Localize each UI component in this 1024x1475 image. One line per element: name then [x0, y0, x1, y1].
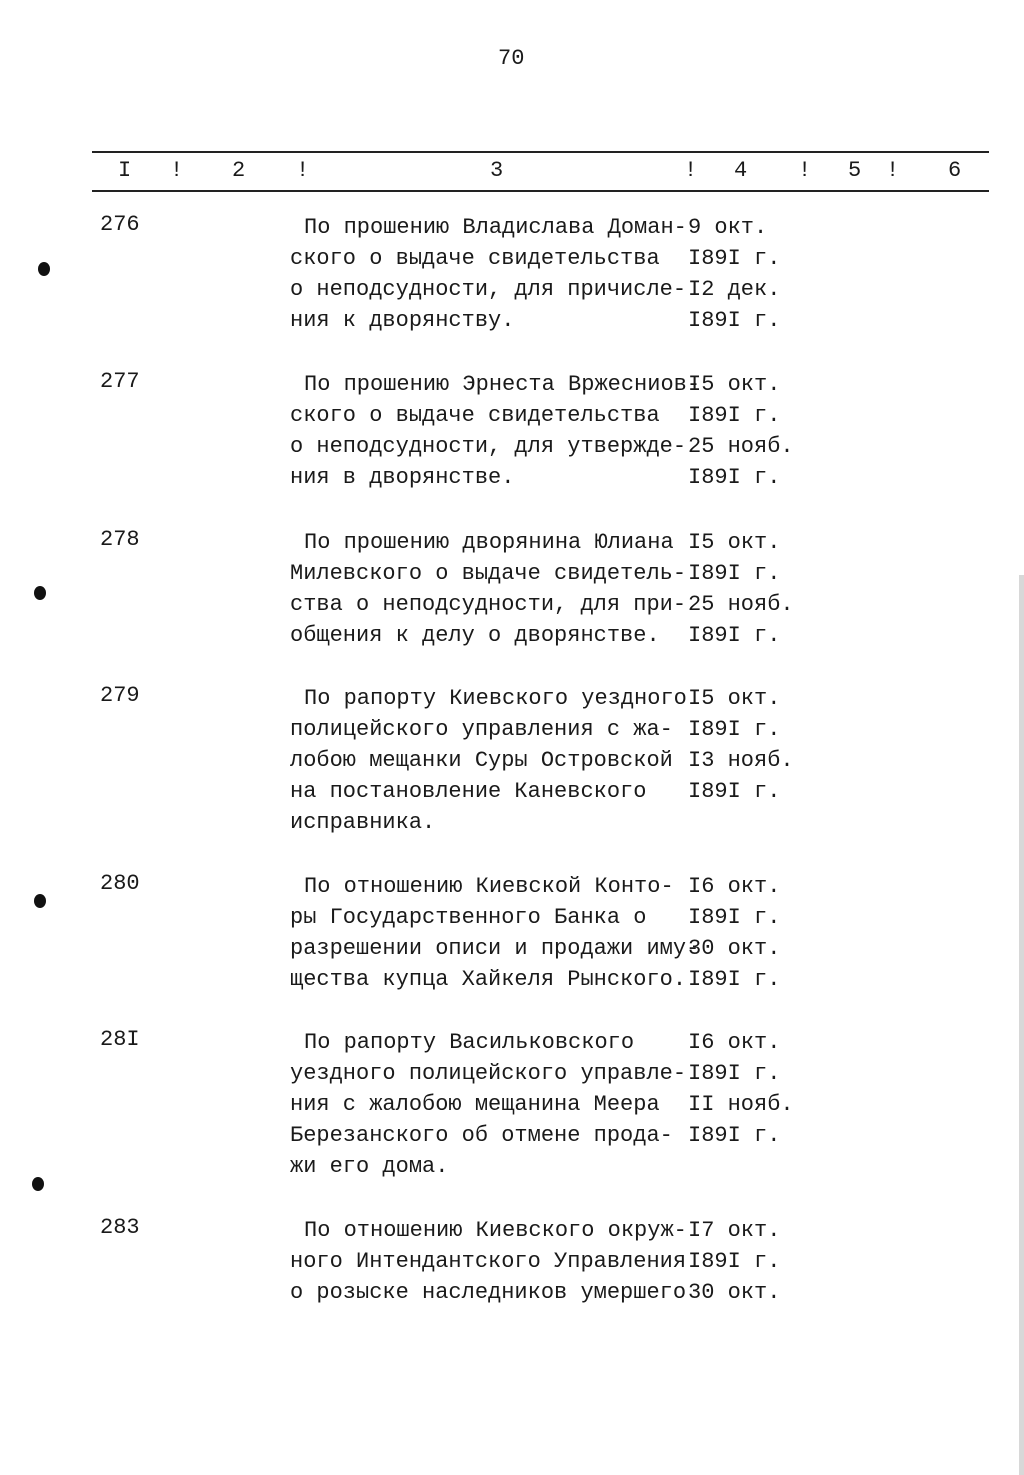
entry-dates [688, 369, 794, 493]
description-line: полицейского управления с жа- [290, 717, 673, 742]
date-line: 30 окт. [688, 936, 781, 961]
date-line: I89I г. [688, 623, 781, 648]
entry-description [290, 527, 686, 651]
punch-hole-mark [38, 262, 50, 276]
description-line: Березанского об отмене прода- [290, 1123, 673, 1148]
description-line: ры Государственного Банка о [290, 905, 647, 930]
date-line: I89I г. [688, 967, 781, 992]
date-line: I7 окт. [688, 1218, 781, 1243]
description-line: о неподсудности, для причисле- [290, 277, 687, 302]
date-line: I89I г. [688, 246, 781, 271]
header-separator: ! [684, 158, 698, 183]
description-line: По отношению Киевского окруж- [304, 1218, 687, 1243]
date-line: I89I г. [688, 717, 781, 742]
description-line: разрешении описи и продажи иму- [290, 936, 700, 961]
date-line: I89I г. [688, 905, 781, 930]
header-top-rule [92, 151, 989, 153]
description-line: ния с жалобою мещанина Меера [290, 1092, 660, 1117]
date-line: 9 окт. [688, 215, 768, 240]
description-line: щества купца Хайкеля Рынского. [290, 967, 687, 992]
entry-number: 280 [100, 871, 140, 896]
description-line: лобою мещанки Суры Островской [290, 748, 673, 773]
header-separator: ! [296, 158, 310, 183]
entry-dates [688, 527, 794, 651]
header-col-1: I [118, 158, 132, 183]
date-line: II нояб. [688, 1092, 794, 1117]
punch-hole-mark [34, 894, 46, 908]
description-line: исправника. [290, 810, 436, 835]
description-line: на постановление Каневского [290, 779, 647, 804]
date-line: 30 окт. [688, 1280, 781, 1305]
punch-hole-mark [32, 1177, 44, 1191]
date-line: I6 окт. [688, 1030, 781, 1055]
date-line: I89I г. [688, 561, 781, 586]
description-line: ского о выдаче свидетельства [290, 246, 660, 271]
entry-description [290, 369, 700, 493]
entry-number: 283 [100, 1215, 140, 1240]
scan-edge [1019, 575, 1024, 1475]
entry-number: 278 [100, 527, 140, 552]
entry-number: 28I [100, 1027, 140, 1052]
date-line: I89I г. [688, 1249, 781, 1274]
entry-dates [688, 871, 780, 995]
date-line: I6 окт. [688, 874, 781, 899]
entry-description [290, 683, 687, 838]
header-col-2: 2 [232, 158, 246, 183]
date-line: I5 окт. [688, 530, 781, 555]
description-line: По рапорту Киевского уездного [304, 686, 687, 711]
description-line: уездного полицейского управле- [290, 1061, 687, 1086]
description-line: Милевского о выдаче свидетель- [290, 561, 687, 586]
date-line: 25 нояб. [688, 434, 794, 459]
page-number: 70 [498, 46, 525, 71]
description-line: ского о выдаче свидетельства [290, 403, 660, 428]
entry-dates [688, 212, 780, 336]
header-separator: ! [798, 158, 812, 183]
entry-number: 279 [100, 683, 140, 708]
description-line: ства о неподсудности, для при- [290, 592, 687, 617]
description-line: По отношению Киевской Конто- [304, 874, 674, 899]
description-line: общения к делу о дворянстве. [290, 623, 660, 648]
description-line: о неподсудности, для утвержде- [290, 434, 687, 459]
entry-number: 276 [100, 212, 140, 237]
date-line: I89I г. [688, 1061, 781, 1086]
date-line: I89I г. [688, 779, 781, 804]
date-line: I89I г. [688, 1123, 781, 1148]
entry-description [290, 1027, 686, 1182]
entry-description [290, 212, 687, 336]
header-separator: ! [170, 158, 184, 183]
date-line: I89I г. [688, 465, 781, 490]
description-line: По прошению Владислава Доман- [304, 215, 687, 240]
description-line: ного Интендантского Управления [290, 1249, 687, 1274]
description-line: о розыске наследников умершего [290, 1280, 687, 1305]
header-col-4: 4 [734, 158, 748, 183]
date-line: 25 нояб. [688, 592, 794, 617]
description-line: ния к дворянству. [290, 308, 515, 333]
header-bottom-rule [92, 190, 989, 192]
header-separator: ! [886, 158, 900, 183]
description-line: По рапорту Васильковского [304, 1030, 635, 1055]
header-col-3: 3 [490, 158, 504, 183]
entry-dates [688, 1215, 780, 1308]
description-line: По прошению дворянина Юлиана [304, 530, 674, 555]
description-line: По прошению Эрнеста Вржесниов- [304, 372, 701, 397]
date-line: I89I г. [688, 403, 781, 428]
entry-description [290, 1215, 687, 1308]
description-line: жи его дома. [290, 1154, 449, 1179]
date-line: I2 дек. [688, 277, 781, 302]
date-line: I5 окт. [688, 686, 781, 711]
entry-description [290, 871, 699, 995]
entry-number: 277 [100, 369, 140, 394]
entry-dates [688, 683, 794, 807]
header-col-6: 6 [948, 158, 962, 183]
date-line: I3 нояб. [688, 748, 794, 773]
entry-dates [688, 1027, 794, 1151]
punch-hole-mark [34, 586, 46, 600]
date-line: I5 окт. [688, 372, 781, 397]
date-line: I89I г. [688, 308, 781, 333]
header-col-5: 5 [848, 158, 862, 183]
description-line: ния в дворянстве. [290, 465, 515, 490]
